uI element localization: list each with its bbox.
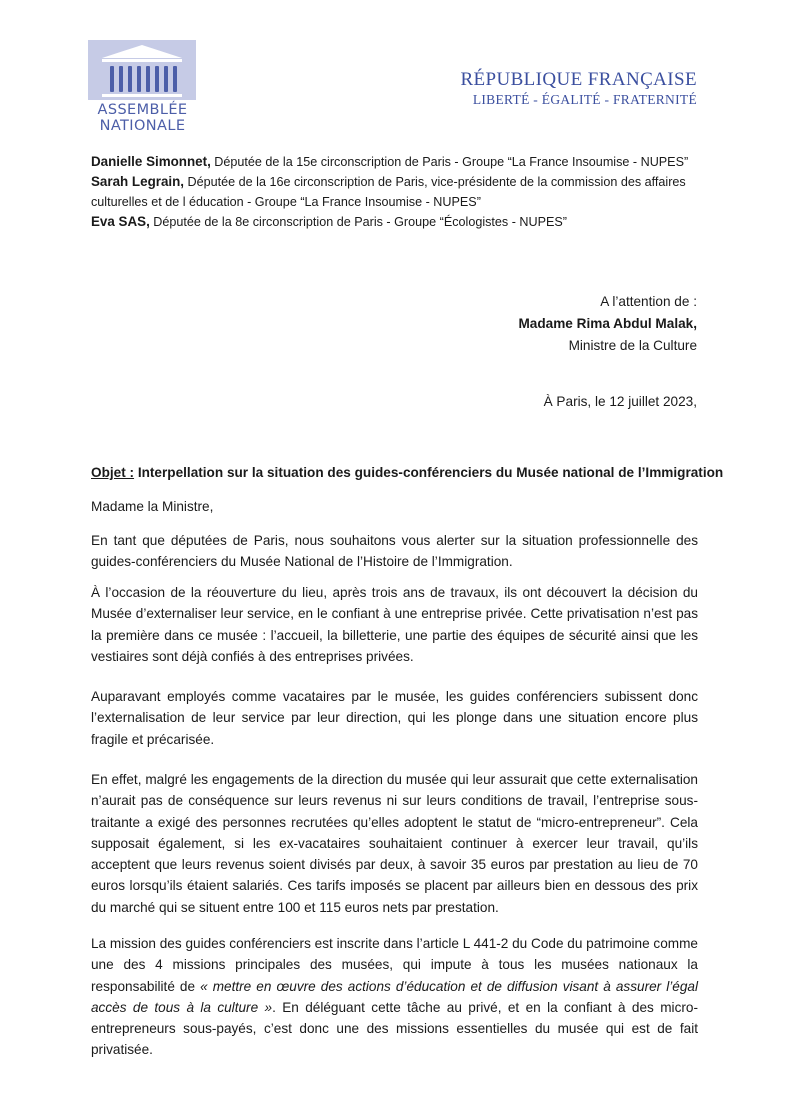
code-patrimoine-quote: « mettre en œuvre des actions d’éducation et de diffusion visant à assurer l’égal accès de tous à la culture » [91, 978, 698, 1015]
logo-text [88, 102, 197, 134]
republic-motto: LIBERTÉ - ÉGALITÉ - FRATERNITÉ [472, 92, 697, 107]
paragraph-5 [91, 933, 698, 1061]
logo-text-line1: ASSEMBLÉE [97, 102, 188, 118]
author-name: Sarah Legrain, [91, 174, 185, 189]
author-3 [91, 212, 701, 232]
paragraph-2: À l’occasion de la réouverture du lieu, après trois ans de travaux, ils ont découvert la décision du Musée d’externaliser leur service, en le confiant à une entreprise privée. Cette privatisation n’est pas la première dans ce musée : l’accueil, la billetterie, une partie des équipes de sécurité ainsi que les vestiaires sont déjà confiés à des entreprises privées. [91, 585, 698, 664]
salutation: Madame la Ministre, [91, 499, 214, 514]
paragraph-4: En effet, malgré les engagements de la direction du musée qui leur assurait que cette externalisation n’aurait pas de conséquence sur leurs revenus ni sur leurs conditions de travail, l’entreprise sous-traitante a exigé des personnes recrutées qu’elles adoptent le statut de “micro-entrepreneur”. Cela supposait également, si les ex-vacataires souhaitaient continuer à exercer leur travail, qu’ils acceptent que leurs revenus soient divisés par deux, à savoir 35 euros par prestation au lieu de 70 euros lorsqu’ils étaient salariés. Ces tarifs imposés se placent par ailleurs bien en dessous des prix du marché qui se situent entre 100 et 115 euros nets par prestation. [91, 772, 698, 915]
author-role: Députée de la 8e circonscription de Paris - Groupe “Écologistes - NUPES” [149, 215, 567, 229]
subject-text: Interpellation sur la situation des guides-conférenciers du Musée national de l’Immigration [134, 465, 724, 480]
recipient-attention: A l’attention de : [600, 294, 697, 309]
letter-date: À Paris, le 12 juillet 2023, [543, 394, 697, 409]
republic-header [460, 69, 697, 109]
paragraph-3: Auparavant employés comme vacataires par le musée, les guides conférenciers subissent donc l’externalisation de leur service par leur direction, qui les plonge dans une situation encore plus fragile et précarisée. [91, 689, 698, 747]
author-name: Eva SAS, [91, 214, 150, 229]
paragraph-5-start: La mission des guides conférenciers est inscrite dans l’article L 441-2 du Code du patrimoine comme une des 4 missions principales des musées, qui impute à tous les musées nationaux la responsabilité de [91, 936, 698, 994]
recipient-name: Madame Rima Abdul Malak, [518, 316, 697, 331]
letter-subject [91, 463, 723, 483]
author-2 [91, 172, 701, 212]
author-role: Députée de la 16e circonscription de Paris, vice-présidente de la commission des affaires culturelles et de l éducation - Groupe “La France Insoumise - NUPES” [91, 175, 686, 209]
recipient-block [518, 291, 697, 357]
paragraph-5-end: . En déléguant cette tâche au privé, et en la confiant à des micro-entrepreneurs sous-payés, c’est donc une des missions essentielles du musée qui est de fait privatisée. [91, 999, 698, 1058]
recipient-title: Ministre de la Culture [568, 338, 697, 353]
authors-block [91, 152, 701, 232]
subject-label: Objet : [91, 465, 135, 480]
hemicycle-logo-icon [88, 40, 196, 100]
logo-text-line2: NATIONALE [99, 118, 186, 134]
assemblee-nationale-logo [88, 40, 197, 136]
author-name: Danielle Simonnet, [91, 154, 211, 169]
paragraph-1: En tant que députées de Paris, nous souhaitons vous alerter sur la situation professionnelle des guides-conférenciers du Musée National de l’Histoire de l’Immigration. [91, 533, 698, 570]
author-role: Députée de la 15e circonscription de Paris - Groupe “La France Insoumise - NUPES” [210, 155, 689, 169]
republic-title: RÉPUBLIQUE FRANÇAISE [460, 69, 697, 90]
author-1 [91, 152, 701, 172]
